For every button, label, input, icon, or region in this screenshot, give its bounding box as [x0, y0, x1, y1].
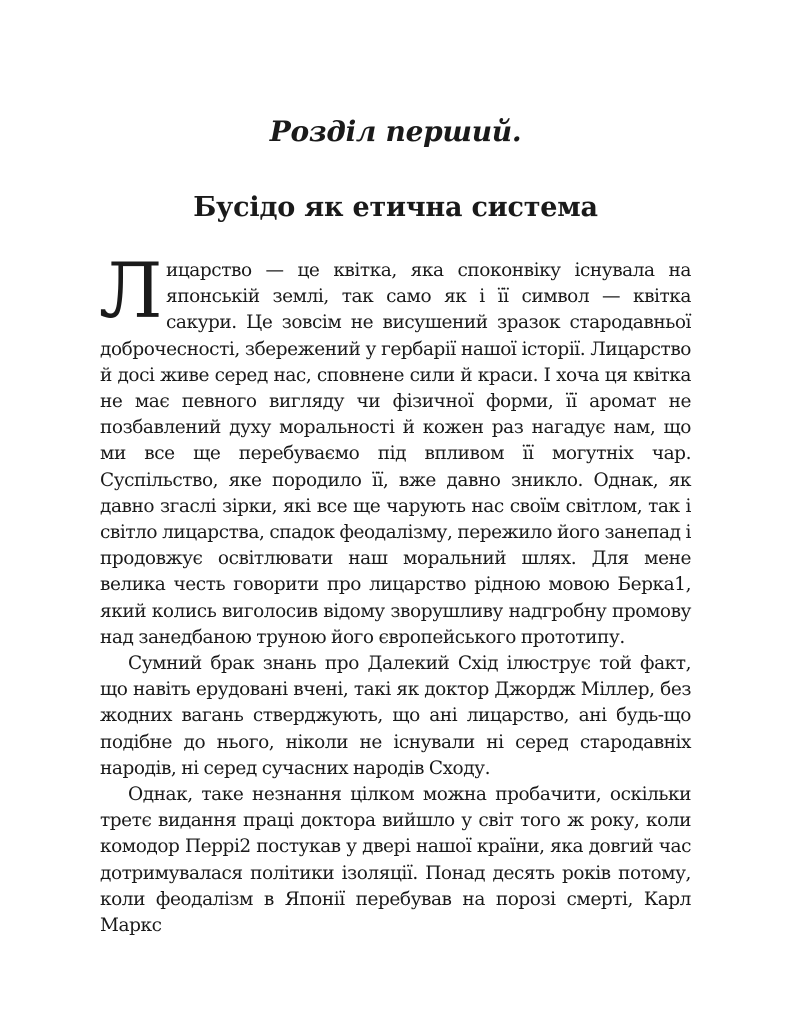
drop-cap: Л [99, 246, 162, 335]
chapter-title: Бусідо як етична система [193, 192, 598, 223]
chapter-body [99, 246, 691, 939]
paragraph-1 [99, 246, 691, 651]
chapter-label: Розділ перший. [269, 115, 522, 148]
paragraph-2: Сумний брак знань про Далекий Схід ілюструє той факт, що навіть ерудовані вчені, такі як доктор Джордж Міллер, без жодних вагань стверджують, що ані лицарство, ані будь-що подібне до нього, ніколи не існували ні серед стародавніх народів, ні серед сучасних народів Сходу. [100, 653, 691, 779]
paragraph-1-text: ицарство — це квітка, яка споконвіку існувала на японській землі, так само як і її символ — квітка сакури. Це зовсім не висушений зразок стародавньої доброчесності, збережений у гербарії нашої історії. Лицарство й досі живе серед нас, сповнене сили й краси. І хоча ця квітка не має певного вигляду чи фізичної форми, її аромат не позбавлений духу моральності й кожен раз нагадує нам, що ми все ще перебуваємо під впливом її могутніх чар. Суспільство, яке породило її, вже давно зникло. Однак, як давно згаслі зірки, які все ще чарують нас своїм світлом, так і світло лицарства, спадок феодалізму, пережило його занепад і продовжує освітлювати наш моральний шлях. Для мене велика честь говорити про лицарство рідною мовою Берка1, який колись виголосив відому зворушливу надгробну промову над занедбаною труною його європейського прототипу. [100, 260, 691, 648]
paragraph-3: Однак, таке незнання цілком можна пробачити, оскільки третє видання праці доктора вийшло у світ того ж року, коли комодор Перрі2 постукав у двері нашої країни, яка довгий час дотримувалася політики ізоляції. Понад десять років потому, коли феодалізм в Японії перебував на порозі смерті, Карл Маркс [100, 784, 691, 937]
book-page [100, 112, 691, 939]
